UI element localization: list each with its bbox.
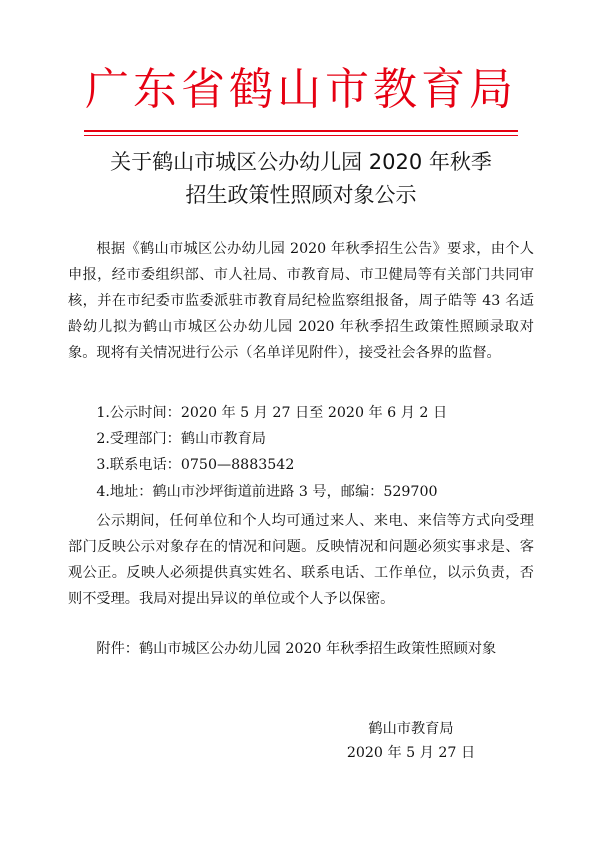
item-phone: 3.联系电话：0750—8883542: [96, 457, 295, 473]
title-line-1: 关于鹤山市城区公办幼儿园 2020 年秋季: [110, 150, 492, 174]
document-title: [60, 146, 542, 212]
item-publicity-period: 1.公示时间：2020 年 5 月 27 日至 2020 年 6 月 2 日: [96, 405, 448, 421]
title-line-2: 招生政策性照顾对象公示: [185, 183, 417, 207]
letterhead-divider-thin: [84, 135, 518, 136]
intro-paragraph: 根据《鹤山市城区公办幼儿园 2020 年秋季招生公告》要求，由个人申报，经市委组织部、市人社局、市教育局、市卫健局等有关部门共同审核，并在市纪委市监委派驻市教育局纪检监察组报备，周子皓等 43 名适龄幼儿拟为鹤山市城区公办幼儿园 2020 年秋季招生政策性照顾录取对象。现将有关情况进行公示（名单详见附件），接受社会各界的监督。: [68, 241, 534, 361]
item-department: 2.受理部门：鹤山市教育局: [96, 431, 266, 447]
signature-date: 2020 年 5 月 27 日: [346, 745, 476, 761]
signature-org: 鹤山市教育局: [368, 721, 454, 737]
letterhead-org-name: 广东省鹤山市教育局: [85, 64, 517, 115]
notice-paragraph: 公示期间，任何单位和个人均可通过来人、来电、来信等方式向受理部门反映公示对象存在的情况和问题。反映情况和问题必须实事求是、客观公正。反映人必须提供真实姓名、联系电话、工作单位，以示负责，否则不受理。我局对提出异议的单位或个人予以保密。: [68, 513, 534, 607]
attachment-paragraph: 附件：鹤山市城区公办幼儿园 2020 年秋季招生政策性照顾对象: [96, 641, 497, 657]
letterhead-divider-thick: [84, 130, 518, 132]
item-address: 4.地址：鹤山市沙坪街道前进路 3 号，邮编：529700: [96, 484, 438, 500]
